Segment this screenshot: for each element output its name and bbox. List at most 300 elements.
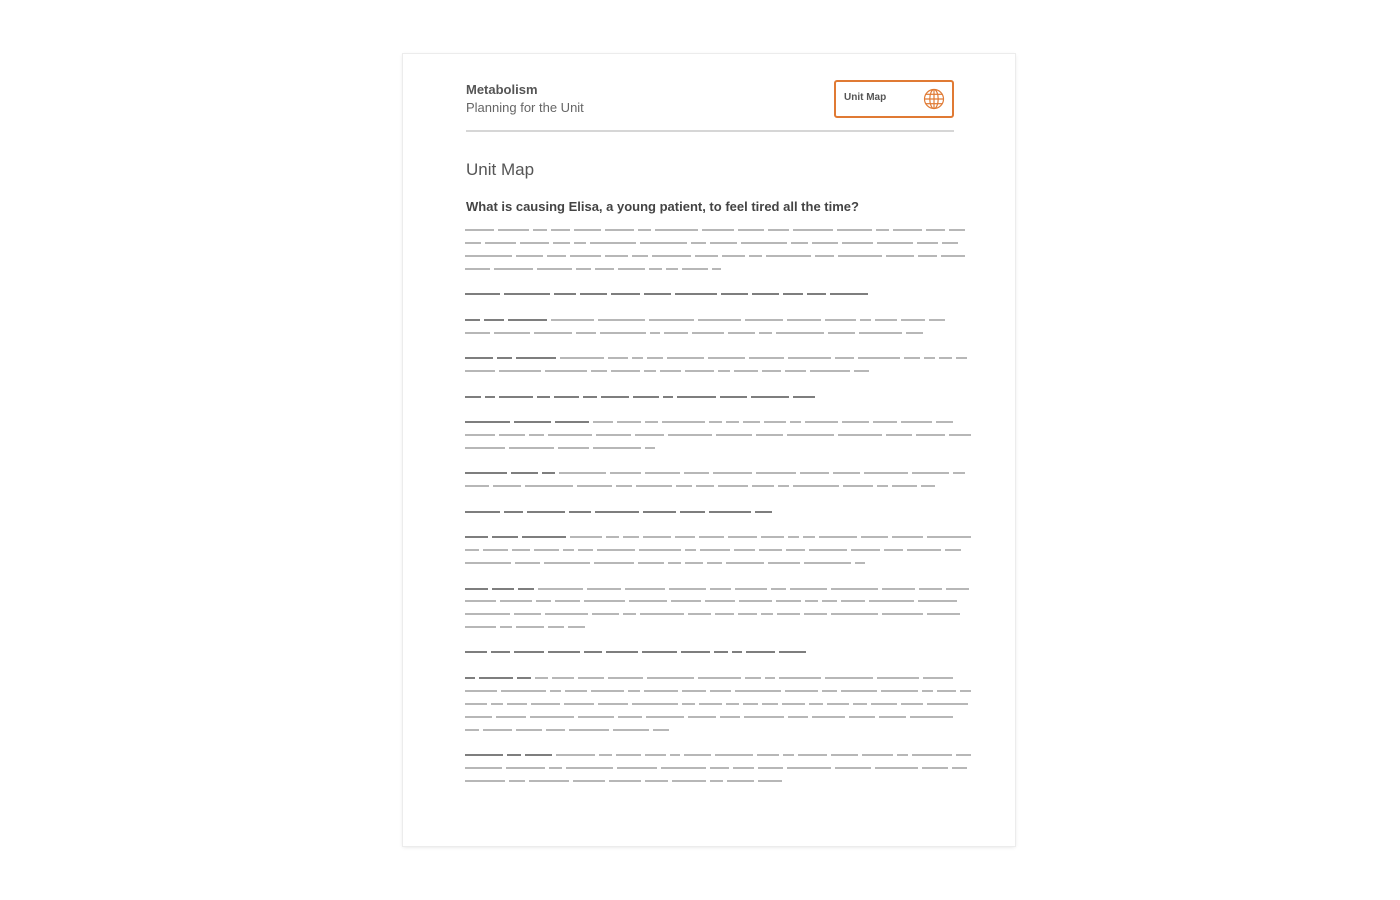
- document-page: [403, 54, 1015, 846]
- placeholder-word: [721, 293, 748, 295]
- placeholder-word: [593, 421, 613, 423]
- placeholder-word: [939, 357, 952, 359]
- placeholder-word: [745, 677, 761, 679]
- placeholder-word: [720, 716, 740, 718]
- placeholder-line: [465, 549, 961, 551]
- placeholder-word: [761, 613, 773, 615]
- placeholder-word: [616, 485, 632, 487]
- placeholder-word: [537, 268, 572, 270]
- placeholder-word: [618, 268, 645, 270]
- placeholder-word: [596, 434, 631, 436]
- placeholder-word: [465, 780, 505, 782]
- placeholder-word: [497, 357, 512, 359]
- placeholder-line: [465, 600, 969, 602]
- placeholder-word: [761, 536, 784, 538]
- placeholder-word: [860, 319, 871, 321]
- placeholder-word: [661, 767, 706, 769]
- placeholder-line: [465, 562, 865, 564]
- placeholder-word: [668, 562, 681, 564]
- placeholder-word: [718, 370, 730, 372]
- placeholder-word: [949, 434, 971, 436]
- placeholder-word: [765, 677, 775, 679]
- placeholder-word: [465, 562, 511, 564]
- placeholder-word: [695, 255, 718, 257]
- placeholder-word: [715, 754, 753, 756]
- placeholder-word: [465, 472, 507, 474]
- placeholder-word: [798, 754, 827, 756]
- placeholder-word: [592, 613, 619, 615]
- placeholder-word: [652, 255, 691, 257]
- placeholder-word: [776, 600, 801, 602]
- placeholder-line: [465, 536, 971, 538]
- placeholder-word: [578, 677, 604, 679]
- placeholder-word: [942, 242, 958, 244]
- placeholder-word: [632, 255, 648, 257]
- placeholder-word: [559, 472, 606, 474]
- placeholder-word: [574, 229, 601, 231]
- placeholder-word: [479, 677, 513, 679]
- placeholder-word: [779, 651, 806, 653]
- placeholder-word: [465, 396, 481, 398]
- placeholder-word: [791, 242, 808, 244]
- placeholder-word: [835, 357, 854, 359]
- placeholder-word: [793, 229, 833, 231]
- placeholder-word: [688, 613, 711, 615]
- placeholder-word: [514, 421, 551, 423]
- placeholder-word: [757, 754, 779, 756]
- placeholder-word: [548, 626, 564, 628]
- placeholder-word: [956, 357, 967, 359]
- placeholder-word: [584, 651, 602, 653]
- placeholder-word: [859, 332, 902, 334]
- placeholder-word: [664, 332, 688, 334]
- placeholder-word: [569, 511, 591, 513]
- placeholder-word: [912, 754, 952, 756]
- placeholder-word: [752, 293, 779, 295]
- placeholder-word: [862, 754, 893, 756]
- placeholder-word: [484, 319, 504, 321]
- driving-question: What is causing Elisa, a young patient, to feel tired all the time?: [466, 199, 859, 214]
- placeholder-word: [779, 677, 821, 679]
- placeholder-word: [591, 370, 607, 372]
- placeholder-word: [771, 588, 786, 590]
- placeholder-word: [578, 716, 614, 718]
- placeholder-word: [534, 549, 559, 551]
- placeholder-line: [465, 268, 721, 270]
- placeholder-word: [597, 549, 635, 551]
- placeholder-word: [788, 357, 831, 359]
- placeholder-word: [715, 613, 734, 615]
- placeholder-word: [710, 690, 731, 692]
- placeholder-word: [465, 434, 495, 436]
- placeholder-word: [576, 332, 596, 334]
- placeholder-word: [838, 255, 882, 257]
- placeholder-word: [492, 536, 518, 538]
- placeholder-word: [756, 434, 783, 436]
- placeholder-word: [941, 255, 965, 257]
- placeholder-word: [465, 754, 503, 756]
- placeholder-word: [465, 332, 490, 334]
- placeholder-word: [584, 600, 625, 602]
- placeholder-word: [577, 485, 612, 487]
- placeholder-word: [752, 485, 774, 487]
- placeholder-word: [647, 357, 663, 359]
- placeholder-word: [709, 511, 751, 513]
- placeholder-word: [465, 536, 488, 538]
- placeholder-word: [732, 651, 742, 653]
- placeholder-line: [465, 754, 971, 756]
- placeholder-word: [682, 690, 706, 692]
- placeholder-word: [710, 767, 729, 769]
- placeholder-word: [465, 613, 510, 615]
- placeholder-word: [777, 613, 800, 615]
- placeholder-word: [804, 613, 827, 615]
- placeholder-word: [692, 332, 724, 334]
- placeholder-word: [640, 242, 687, 244]
- placeholder-word: [465, 242, 481, 244]
- placeholder-word: [558, 447, 589, 449]
- placeholder-word: [595, 511, 639, 513]
- placeholder-word: [485, 396, 495, 398]
- placeholder-word: [727, 780, 754, 782]
- placeholder-word: [738, 229, 764, 231]
- placeholder-word: [785, 690, 818, 692]
- unit-map-button-label: Unit Map: [844, 92, 887, 103]
- placeholder-word: [465, 229, 494, 231]
- placeholder-word: [465, 767, 502, 769]
- placeholder-word: [875, 319, 897, 321]
- placeholder-word: [688, 716, 716, 718]
- placeholder-word: [907, 549, 941, 551]
- placeholder-word: [922, 690, 933, 692]
- placeholder-word: [529, 434, 544, 436]
- placeholder-word: [587, 588, 621, 590]
- placeholder-word: [590, 242, 636, 244]
- placeholder-word: [465, 703, 487, 705]
- placeholder-word: [501, 690, 546, 692]
- placeholder-word: [608, 357, 628, 359]
- placeholder-word: [746, 651, 775, 653]
- placeholder-word: [533, 229, 547, 231]
- placeholder-word: [548, 651, 580, 653]
- placeholder-word: [610, 472, 641, 474]
- placeholder-word: [677, 396, 716, 398]
- placeholder-word: [843, 485, 873, 487]
- placeholder-word: [720, 396, 747, 398]
- placeholder-word: [708, 357, 745, 359]
- placeholder-word: [565, 690, 587, 692]
- placeholder-word: [554, 396, 579, 398]
- placeholder-word: [635, 434, 664, 436]
- placeholder-word: [718, 485, 748, 487]
- placeholder-word: [531, 703, 560, 705]
- placeholder-word: [598, 703, 628, 705]
- placeholder-word: [946, 588, 969, 590]
- placeholder-word: [785, 370, 806, 372]
- placeholder-word: [504, 511, 523, 513]
- placeholder-word: [936, 421, 953, 423]
- placeholder-word: [861, 536, 888, 538]
- placeholder-word: [825, 677, 873, 679]
- placeholder-word: [527, 511, 565, 513]
- placeholder-word: [643, 536, 671, 538]
- placeholder-word: [713, 472, 752, 474]
- placeholder-word: [547, 255, 566, 257]
- placeholder-word: [517, 677, 531, 679]
- placeholder-word: [882, 588, 915, 590]
- placeholder-word: [735, 690, 781, 692]
- course-title: Metabolism: [466, 82, 538, 97]
- placeholder-word: [751, 396, 789, 398]
- placeholder-word: [759, 549, 782, 551]
- placeholder-word: [629, 600, 667, 602]
- placeholder-word: [642, 651, 677, 653]
- placeholder-word: [682, 703, 695, 705]
- placeholder-word: [465, 626, 496, 628]
- placeholder-word: [699, 536, 724, 538]
- placeholder-word: [632, 703, 678, 705]
- placeholder-word: [790, 421, 801, 423]
- placeholder-word: [762, 703, 778, 705]
- placeholder-word: [535, 677, 548, 679]
- placeholder-word: [805, 421, 838, 423]
- placeholder-word: [650, 332, 660, 334]
- placeholder-word: [877, 677, 919, 679]
- placeholder-word: [787, 319, 821, 321]
- placeholder-word: [680, 511, 705, 513]
- placeholder-word: [500, 626, 512, 628]
- placeholder-word: [647, 677, 694, 679]
- placeholder-word: [726, 421, 739, 423]
- placeholder-word: [611, 370, 640, 372]
- placeholder-line: [465, 626, 585, 628]
- placeholder-line: [465, 370, 871, 372]
- placeholder-word: [606, 651, 638, 653]
- placeholder-word: [809, 549, 847, 551]
- placeholder-word: [744, 716, 784, 718]
- placeholder-word: [555, 600, 580, 602]
- placeholder-word: [918, 600, 957, 602]
- placeholder-word: [733, 767, 754, 769]
- placeholder-word: [831, 588, 878, 590]
- placeholder-word: [877, 485, 888, 487]
- placeholder-word: [927, 613, 960, 615]
- unit-map-button[interactable]: [834, 80, 954, 118]
- placeholder-word: [830, 293, 868, 295]
- placeholder-word: [691, 242, 706, 244]
- placeholder-word: [520, 242, 549, 244]
- placeholder-word: [906, 332, 923, 334]
- placeholder-word: [563, 549, 574, 551]
- placeholder-word: [655, 229, 698, 231]
- placeholder-word: [710, 588, 731, 590]
- placeholder-word: [660, 370, 681, 372]
- placeholder-word: [871, 703, 897, 705]
- placeholder-word: [516, 357, 556, 359]
- placeholder-word: [764, 421, 786, 423]
- placeholder-word: [926, 229, 945, 231]
- placeholder-word: [465, 651, 487, 653]
- placeholder-word: [901, 319, 925, 321]
- placeholder-word: [702, 229, 734, 231]
- placeholder-word: [670, 754, 680, 756]
- placeholder-word: [645, 472, 680, 474]
- placeholder-word: [681, 651, 710, 653]
- placeholder-word: [743, 421, 760, 423]
- placeholder-word: [937, 690, 956, 692]
- placeholder-line: [465, 690, 971, 692]
- placeholder-word: [529, 780, 569, 782]
- placeholder-word: [598, 319, 645, 321]
- placeholder-word: [739, 600, 772, 602]
- placeholder-line: [465, 780, 787, 782]
- placeholder-line: [465, 293, 877, 295]
- globe-icon: [923, 88, 945, 110]
- placeholder-word: [793, 485, 839, 487]
- placeholder-word: [685, 562, 703, 564]
- placeholder-word: [960, 690, 971, 692]
- placeholder-word: [864, 472, 908, 474]
- placeholder-word: [506, 767, 545, 769]
- placeholder-word: [580, 293, 607, 295]
- placeholder-word: [726, 703, 739, 705]
- placeholder-word: [645, 421, 658, 423]
- placeholder-word: [594, 562, 634, 564]
- placeholder-word: [546, 729, 565, 731]
- placeholder-word: [465, 690, 497, 692]
- placeholder-word: [544, 562, 590, 564]
- placeholder-word: [493, 485, 521, 487]
- placeholder-word: [676, 485, 692, 487]
- placeholder-word: [705, 600, 735, 602]
- page-subtitle: Planning for the Unit: [466, 100, 584, 115]
- placeholder-word: [662, 421, 705, 423]
- placeholder-word: [956, 754, 971, 756]
- placeholder-word: [849, 716, 875, 718]
- placeholder-word: [886, 255, 914, 257]
- placeholder-word: [465, 447, 505, 449]
- placeholder-word: [699, 703, 722, 705]
- placeholder-word: [858, 357, 900, 359]
- placeholder-word: [782, 703, 805, 705]
- placeholder-word: [741, 242, 787, 244]
- placeholder-word: [545, 613, 588, 615]
- placeholder-word: [623, 613, 636, 615]
- placeholder-word: [550, 690, 561, 692]
- placeholder-word: [609, 780, 641, 782]
- placeholder-word: [625, 588, 665, 590]
- placeholder-word: [698, 677, 741, 679]
- placeholder-word: [728, 536, 757, 538]
- placeholder-word: [516, 626, 544, 628]
- placeholder-word: [668, 434, 712, 436]
- placeholder-word: [667, 357, 704, 359]
- placeholder-word: [873, 421, 897, 423]
- placeholder-word: [628, 690, 640, 692]
- placeholder-word: [892, 485, 917, 487]
- placeholder-word: [762, 370, 781, 372]
- placeholder-word: [919, 588, 942, 590]
- placeholder-word: [491, 651, 510, 653]
- placeholder-word: [552, 677, 574, 679]
- placeholder-word: [583, 396, 597, 398]
- placeholder-word: [465, 421, 510, 423]
- placeholder-word: [827, 703, 849, 705]
- placeholder-word: [595, 268, 614, 270]
- placeholder-word: [805, 600, 818, 602]
- placeholder-line: [465, 677, 953, 679]
- placeholder-word: [855, 562, 865, 564]
- placeholder-word: [759, 332, 772, 334]
- placeholder-word: [568, 626, 585, 628]
- placeholder-word: [499, 370, 541, 372]
- placeholder-word: [555, 421, 589, 423]
- placeholder-word: [912, 472, 949, 474]
- placeholder-word: [485, 242, 516, 244]
- placeholder-word: [530, 716, 574, 718]
- placeholder-word: [573, 780, 605, 782]
- placeholder-word: [768, 562, 800, 564]
- placeholder-line: [465, 447, 655, 449]
- placeholder-word: [685, 370, 714, 372]
- placeholder-word: [605, 255, 628, 257]
- placeholder-word: [465, 549, 479, 551]
- placeholder-word: [601, 396, 629, 398]
- placeholder-word: [882, 613, 923, 615]
- placeholder-word: [831, 754, 858, 756]
- placeholder-word: [548, 434, 592, 436]
- placeholder-word: [591, 690, 624, 692]
- placeholder-word: [663, 396, 673, 398]
- placeholder-word: [728, 332, 755, 334]
- placeholder-line: [465, 472, 971, 474]
- placeholder-word: [465, 511, 500, 513]
- placeholder-word: [788, 536, 799, 538]
- placeholder-word: [492, 588, 514, 590]
- placeholder-word: [810, 370, 850, 372]
- placeholder-word: [509, 780, 525, 782]
- placeholder-word: [749, 255, 762, 257]
- placeholder-line: [465, 588, 969, 590]
- placeholder-word: [835, 767, 871, 769]
- placeholder-word: [803, 536, 815, 538]
- placeholder-word: [593, 447, 641, 449]
- placeholder-word: [671, 600, 701, 602]
- placeholder-word: [504, 293, 550, 295]
- placeholder-word: [875, 767, 918, 769]
- placeholder-word: [570, 536, 602, 538]
- placeholder-word: [842, 421, 869, 423]
- placeholder-line: [465, 729, 669, 731]
- placeholder-line: [465, 332, 923, 334]
- placeholder-word: [952, 767, 967, 769]
- placeholder-word: [924, 357, 935, 359]
- placeholder-word: [537, 396, 550, 398]
- placeholder-word: [756, 472, 796, 474]
- placeholder-word: [551, 229, 570, 231]
- placeholder-word: [819, 536, 857, 538]
- placeholder-word: [483, 729, 512, 731]
- placeholder-word: [786, 549, 805, 551]
- placeholder-word: [465, 716, 492, 718]
- placeholder-line: [465, 613, 969, 615]
- placeholder-line: [465, 651, 815, 653]
- placeholder-word: [787, 434, 834, 436]
- placeholder-word: [778, 485, 789, 487]
- placeholder-word: [822, 690, 837, 692]
- placeholder-word: [897, 754, 908, 756]
- placeholder-word: [841, 690, 877, 692]
